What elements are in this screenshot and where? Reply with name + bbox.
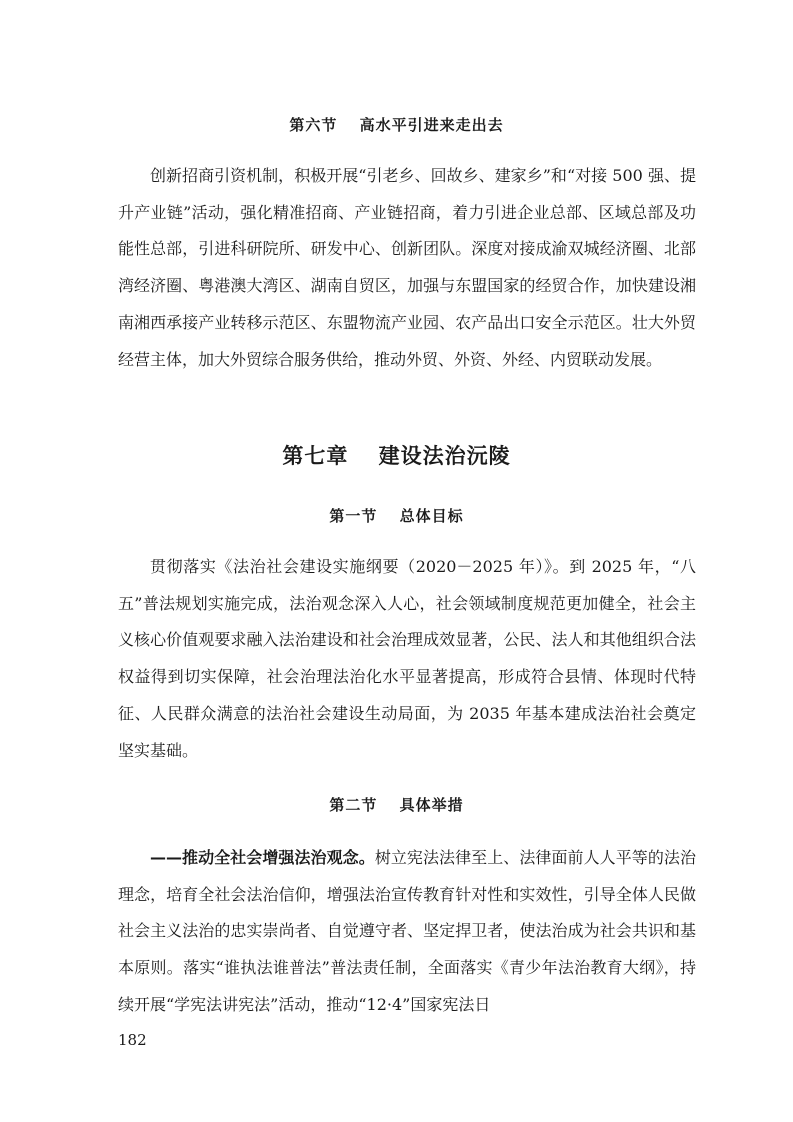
body-paragraph: 贯彻落实《法治社会建设实施纲要（2020－2025 年）》。到 2025 年，“八五”普法规划实施完成，法治观念深入人心，社会领域制度规范更加健全，社会主义核心价值观要求融入法治建设和社会治理成效显著，公民、法人和其他组织合法权益得到切实保障，社会治理法治化水平显著提高，形成符合县情、体现时代特征、人民群众满意的法治社会建设生动局面，为 2035 年基本建成法治社会奠定坚实基础。 xyxy=(118,557,696,760)
paragraph-lead: ——推动全社会增强法治观念。 xyxy=(150,848,375,867)
body-paragraph xyxy=(118,840,696,1024)
chapter-heading: 第七章 建设法治沅陵 xyxy=(282,444,511,468)
section-heading: 第二节 具体举措 xyxy=(329,796,464,814)
page-number: 182 xyxy=(118,1031,147,1049)
section-heading: 第六节 高水平引进来走出去 xyxy=(289,116,504,134)
paragraph-text: 树立宪法法律至上、法律面前人人平等的法治理念，培育全社会法治信仰，增强法治宣传教育针对性和实效性，引导全体人民做社会主义法治的忠实崇尚者、自觉遵守者、坚定捍卫者，使法治成为社会共识和基本原则。落实“谁执法谁普法”普法责任制，全面落实《青少年法治教育大纲》，持续开展“学宪法讲宪法”活动，推动“12·4”国家宪法日 xyxy=(118,848,696,1014)
body-paragraph: 创新招商引资机制，积极开展“引老乡、回故乡、建家乡”和“对接 500 强、提升产业链”活动，强化精准招商、产业链招商，着力引进企业总部、区域总部及功能性总部，引进科研院所、研发中心、创新团队。深度对接成渝双城经济圈、北部湾经济圈、粤港澳大湾区、湖南自贸区，加强与东盟国家的经贸合作，加快建设湘南湘西承接产业转移示范区、东盟物流产业园、农产品出口安全示范区。壮大外贸经营主体，加大外贸综合服务供给，推动外贸、外资、外经、内贸联动发展。 xyxy=(118,166,696,369)
section-heading: 第一节 总体目标 xyxy=(329,507,464,525)
